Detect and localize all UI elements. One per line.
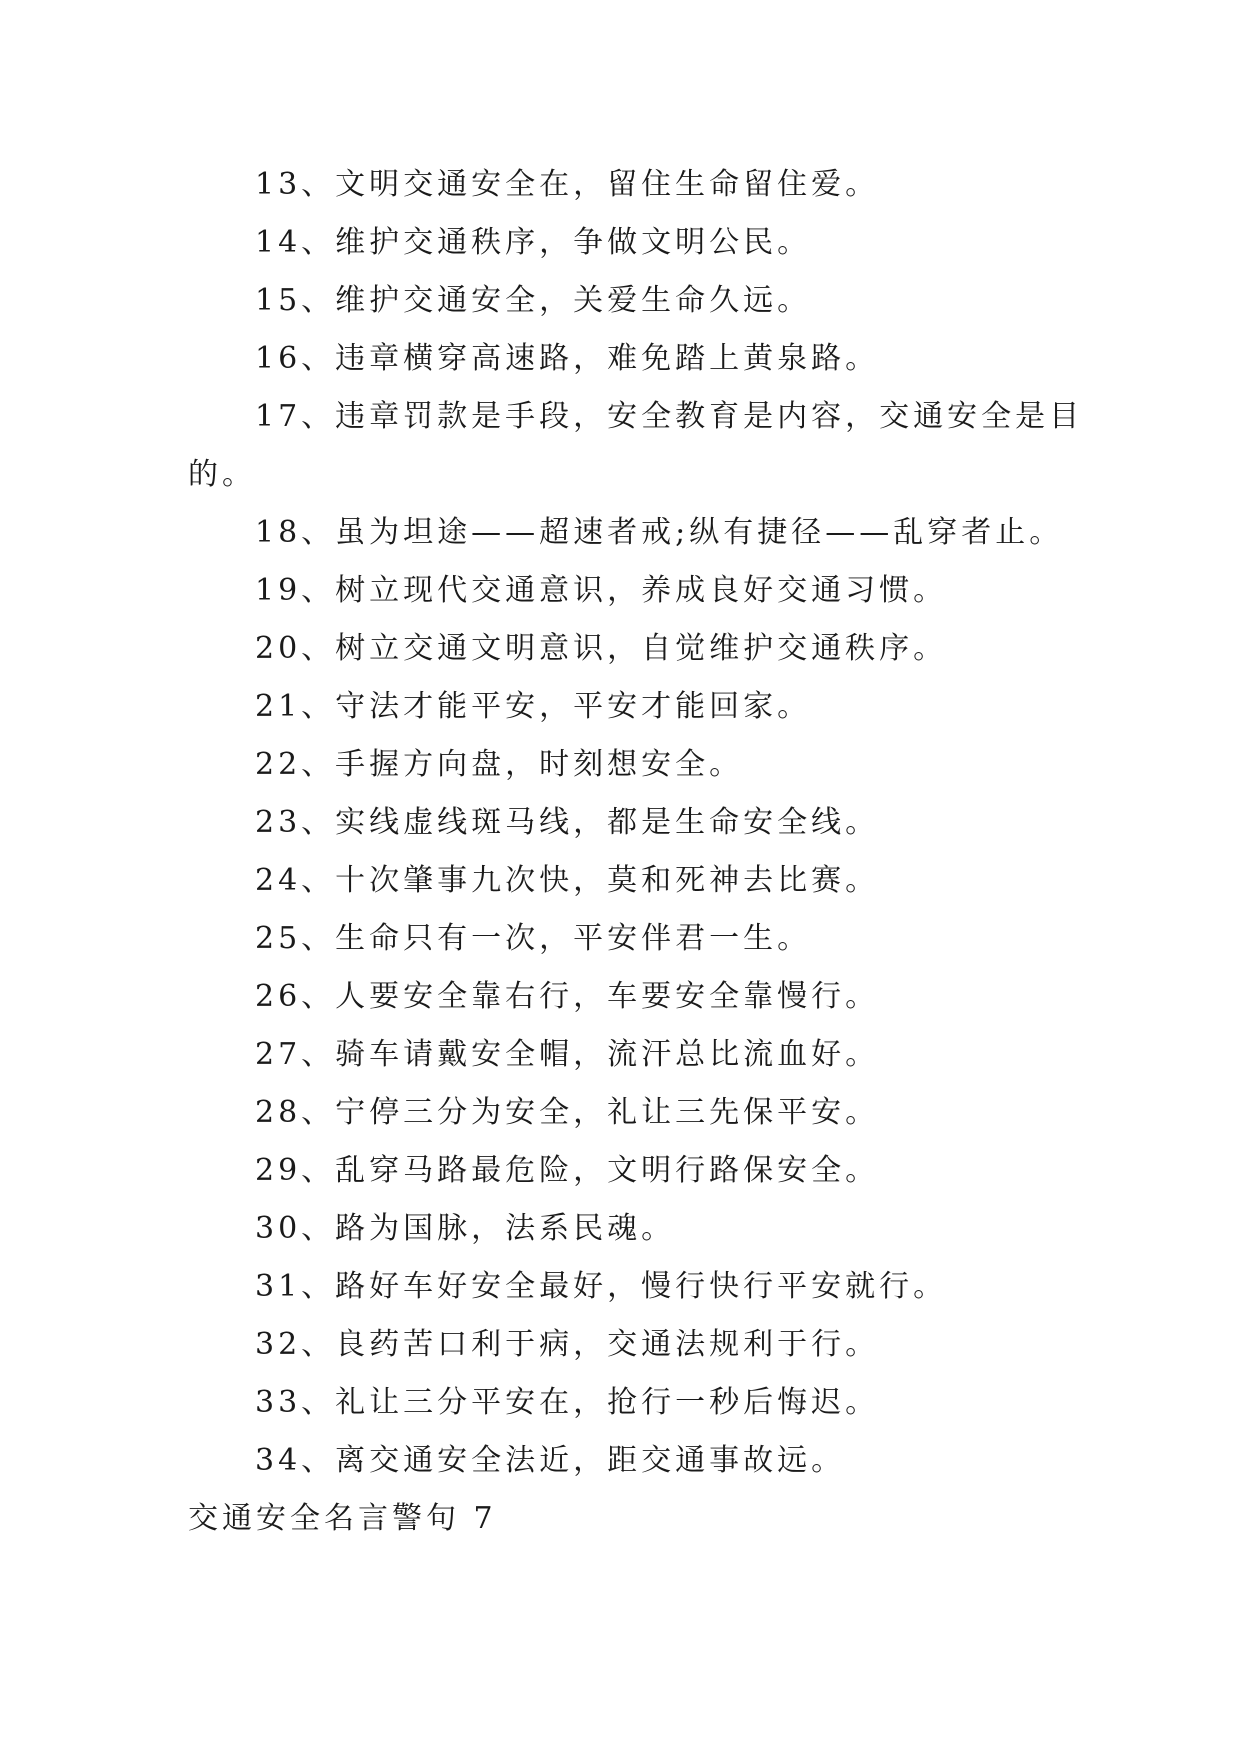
- slogan-15: 15、维护交通安全，关爱生命久远。: [255, 283, 812, 318]
- slogan-20: 20、树立交通文明意识，自觉维护交通秩序。: [255, 631, 948, 666]
- slogan-14: 14、维护交通秩序，争做文明公民。: [255, 225, 812, 260]
- slogan-17-continued: 的。: [188, 457, 256, 492]
- slogan-19: 19、树立现代交通意识，养成良好交通习惯。: [255, 573, 948, 608]
- slogan-32: 32、良药苦口利于病，交通法规利于行。: [255, 1327, 880, 1362]
- slogan-30: 30、路为国脉，法系民魂。: [255, 1211, 676, 1246]
- slogan-16: 16、违章横穿高速路，难免踏上黄泉路。: [255, 341, 880, 376]
- slogan-17: 17、违章罚款是手段，安全教育是内容，交通安全是目: [255, 399, 1084, 434]
- slogan-27: 27、骑车请戴安全帽，流汗总比流血好。: [255, 1037, 880, 1072]
- slogan-33: 33、礼让三分平安在，抢行一秒后悔迟。: [255, 1385, 880, 1420]
- slogan-26: 26、人要安全靠右行，车要安全靠慢行。: [255, 979, 880, 1014]
- slogan-23: 23、实线虚线斑马线，都是生命安全线。: [255, 805, 880, 840]
- slogan-34: 34、离交通安全法近，距交通事故远。: [255, 1443, 846, 1478]
- slogan-18: 18、虽为坦途——超速者戒;纵有捷径——乱穿者止。: [255, 515, 1064, 550]
- slogan-21: 21、守法才能平安，平安才能回家。: [255, 689, 812, 724]
- slogan-22: 22、手握方向盘，时刻想安全。: [255, 747, 744, 782]
- section-heading: 交通安全名言警句 7: [188, 1501, 497, 1536]
- slogan-28: 28、宁停三分为安全，礼让三先保平安。: [255, 1095, 880, 1130]
- slogan-31: 31、路好车好安全最好，慢行快行平安就行。: [255, 1269, 948, 1304]
- slogan-29: 29、乱穿马路最危险，文明行路保安全。: [255, 1153, 880, 1188]
- slogan-24: 24、十次肇事九次快，莫和死神去比赛。: [255, 863, 880, 898]
- slogan-25: 25、生命只有一次，平安伴君一生。: [255, 921, 812, 956]
- slogan-13: 13、文明交通安全在，留住生命留住爱。: [255, 167, 880, 202]
